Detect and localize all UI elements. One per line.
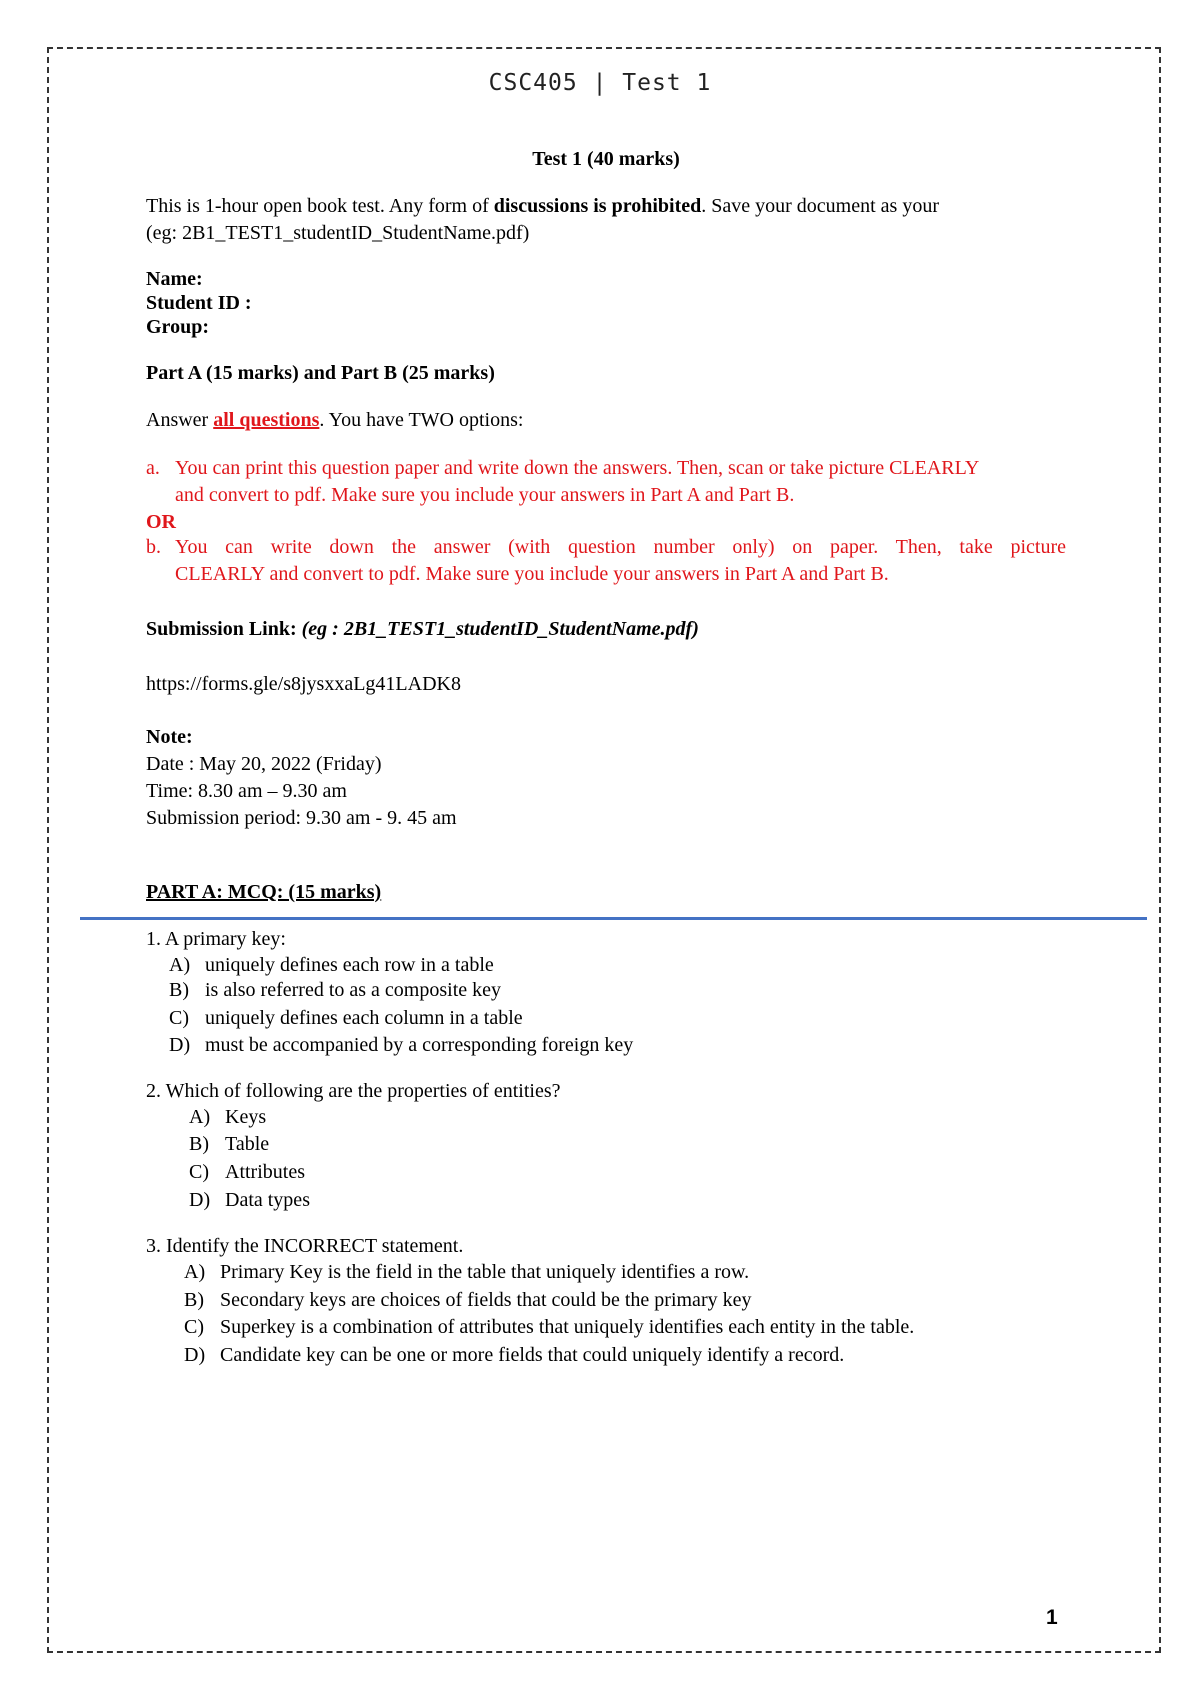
instructions-line-2: (eg: 2B1_TEST1_studentID_StudentName.pdf)	[146, 222, 530, 244]
note-label: Note:	[146, 726, 193, 748]
name-field-label: Name:	[146, 268, 203, 290]
or-separator: OR	[146, 511, 176, 533]
note-submission-period: Submission period: 9.30 am - 9. 45 am	[146, 807, 457, 829]
test-title: Test 1 (40 marks)	[532, 148, 680, 170]
option-b	[146, 534, 1066, 590]
student-id-field-label: Student ID :	[146, 292, 252, 314]
group-field-label: Group:	[146, 316, 209, 338]
submission-heading: Submission Link: (eg : 2B1_TEST1_studentID_StudentName.pdf)	[146, 618, 699, 640]
option-a-line-2: and convert to pdf. Make sure you include your answers in Part A and Part B.	[175, 484, 795, 506]
question-3-stem: 3. Identify the INCORRECT statement.	[146, 1235, 464, 1257]
note-date: Date : May 20, 2022 (Friday)	[146, 753, 382, 775]
question-2-stem: 2. Which of following are the properties of entities?	[146, 1080, 561, 1102]
question-1-stem: 1. A primary key:	[146, 928, 286, 950]
parts-heading: Part A (15 marks) and Part B (25 marks)	[146, 362, 495, 384]
prohibited-emphasis: discussions is prohibited	[493, 195, 702, 217]
submission-link[interactable]: https://forms.gle/s8jysxxaLg41LADK8	[146, 673, 461, 695]
instructions-line-1: This is 1-hour open book test. Any form of discussions is prohibited. Save your document as your	[146, 195, 939, 217]
option-a-line-1: You can print this question paper and write down the answers. Then, scan or take picture CLEARLY	[175, 457, 980, 479]
option-b-line-2: CLEARLY and convert to pdf. Make sure you include your answers in Part A and Part B.	[175, 563, 889, 585]
option-a-marker: a.	[146, 457, 160, 479]
option-a	[146, 455, 1066, 511]
note-time: Time: 8.30 am – 9.30 am	[146, 780, 347, 802]
page-header: CSC405 | Test 1	[488, 70, 712, 96]
answer-instruction: Answer all questions. You have TWO options:	[146, 409, 524, 431]
option-b-line-1: You can write down the answer (with question number only) on paper. Then, take picture	[175, 536, 1066, 558]
all-questions-emphasis: all questions	[213, 409, 320, 431]
option-b-marker: b.	[146, 536, 161, 558]
page-number: 1	[1046, 1606, 1058, 1629]
part-a-heading: PART A: MCQ: (15 marks)	[146, 881, 382, 903]
submission-filename-example: (eg : 2B1_TEST1_studentID_StudentName.pdf)	[301, 618, 699, 640]
section-divider	[80, 917, 1147, 920]
